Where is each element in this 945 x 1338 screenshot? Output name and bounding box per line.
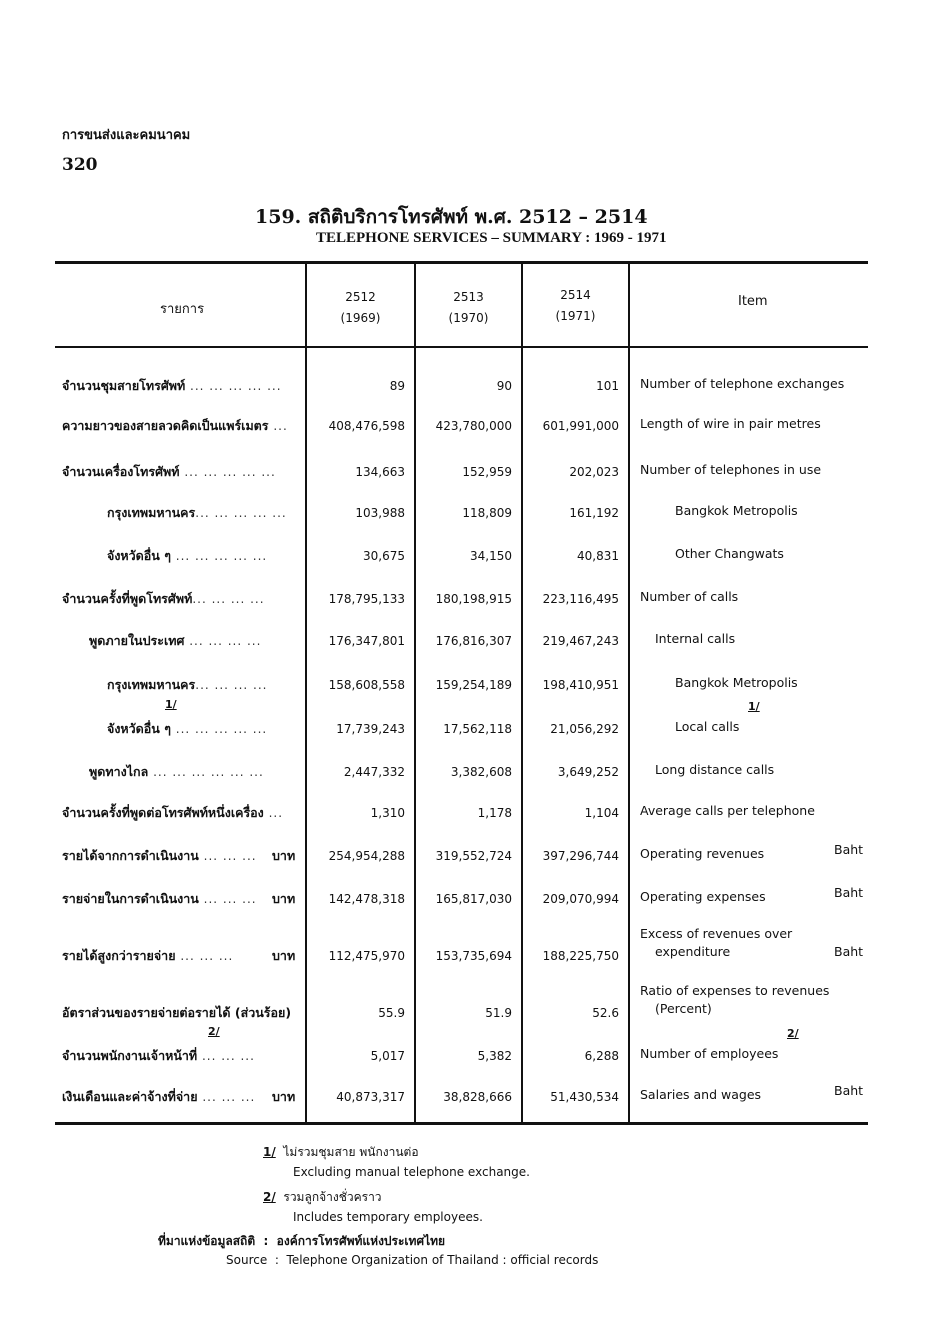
row-label-thai: รายได้จากการดำเนินงาน (62, 848, 199, 863)
value-cell: 254,954,288 (328, 849, 405, 863)
value-cell: 159,254,189 (435, 678, 512, 692)
value-cell: 3,649,252 (557, 765, 619, 779)
source-thai: ที่มาแห่งข้อมูลสถิติ : องค์การโทรศัพท์แห่งประเทศไทย (158, 1234, 446, 1248)
value-cell: 601,991,000 (542, 419, 619, 433)
row-label (62, 1087, 255, 1107)
row-label (107, 675, 267, 695)
dot-leader: ... ... ... ... ... (170, 722, 268, 736)
row-label-english: Number of telephone exchanges (640, 376, 845, 391)
row-label (89, 631, 261, 651)
value-cell: 55.9 (378, 1006, 405, 1020)
row-label-english: Bangkok Metropolis (675, 503, 798, 518)
row-label (62, 416, 288, 436)
year-be: 2514 (560, 288, 591, 302)
row-label-english: Local calls (675, 719, 740, 734)
value-cell: 103,988 (355, 506, 405, 520)
row-label-thai: พูดทางไกล (89, 764, 149, 779)
value-cell: 5,017 (370, 1049, 405, 1063)
source-text-english: Telephone Organization of Thailand : official records (286, 1253, 599, 1267)
footnote-thai: ไม่รวมชุมสาย พนักงานต่อ (283, 1145, 419, 1159)
table-bottom-rule (55, 1122, 868, 1125)
footnote-mark: 2/ (263, 1190, 276, 1204)
value-cell: 134,663 (355, 465, 405, 479)
table-title-english: TELEPHONE SERVICES – SUMMARY : 1969 - 1971 (316, 230, 667, 246)
table-title-thai: 159. สถิติบริการโทรศัพท์ พ.ศ. 2512 – 2514 (255, 206, 648, 228)
header-rule (55, 346, 868, 348)
value-cell: 223,116,495 (542, 592, 619, 606)
year-be: 2513 (453, 290, 484, 304)
value-cell: 2,447,332 (343, 765, 405, 779)
value-cell: 40,873,317 (336, 1090, 405, 1104)
row-label (62, 1003, 291, 1023)
unit-english: Baht (834, 842, 864, 857)
row-label-thai: รายจ่ายในการดำเนินงาน (62, 891, 199, 906)
unit-thai: บาท (272, 891, 296, 906)
row-label-english: Excess of revenues over (640, 926, 793, 941)
footnote-reference: 2/ (208, 1025, 220, 1038)
value-cell: 161,192 (569, 506, 619, 520)
footnote-mark: 1/ (263, 1145, 276, 1159)
row-label (89, 762, 264, 782)
row-label-english: Other Changwats (675, 546, 784, 561)
source-text-thai: องค์การโทรศัพท์แห่งประเทศไทย (276, 1234, 446, 1248)
value-cell: 209,070,994 (542, 892, 619, 906)
value-cell: 153,735,694 (435, 949, 512, 963)
footnote-reference: 1/ (165, 698, 177, 711)
footnote-reference: 1/ (748, 700, 760, 713)
row-label-english-line2: (Percent) (655, 1001, 712, 1016)
footnote-2 (263, 1188, 382, 1207)
value-cell: 1,178 (477, 806, 512, 820)
year-be: 2512 (345, 290, 376, 304)
dot-leader: ... ... ... ... (195, 678, 268, 692)
footnote-thai: รวมลูกจ้างชั่วคราว (283, 1190, 382, 1204)
unit-english: Baht (834, 944, 864, 959)
section-title: การขนส่งและคมนาคม (62, 128, 191, 143)
value-cell: 17,562,118 (443, 722, 512, 736)
row-label (107, 503, 287, 523)
value-cell: 176,347,801 (328, 634, 405, 648)
value-cell: 142,478,318 (328, 892, 405, 906)
row-label-thai: พูดภายในประเทศ (89, 633, 185, 648)
row-label-thai: จังหวัดอื่น ๆ (107, 548, 171, 563)
value-cell: 423,780,000 (435, 419, 512, 433)
dot-leader: ... ... ... ... ... ... (148, 765, 264, 779)
footnote-1-english: Excluding manual telephone exchange. (293, 1165, 530, 1179)
dot-leader: ... (263, 806, 284, 820)
column-header-year (416, 287, 521, 329)
column-header-item: Item (738, 294, 768, 309)
dot-leader: ... ... ... ... ... (185, 379, 282, 393)
row-label (107, 719, 267, 739)
dot-leader: ... ... ... (197, 1049, 255, 1063)
column-header-year (307, 287, 414, 329)
row-label-thai: ความยาวของสายลวดคิดเป็นแพร์เมตร (62, 418, 269, 433)
column-header-thai: รายการ (160, 302, 205, 317)
row-label-english: Salaries and wages (640, 1087, 762, 1102)
dot-leader: ... ... ... ... ... (195, 506, 287, 520)
value-cell: 176,816,307 (435, 634, 512, 648)
value-cell: 90 (496, 379, 512, 393)
row-label-thai: จำนวนชุมสายโทรศัพท์ (62, 378, 186, 393)
row-label (62, 462, 276, 482)
value-cell: 3,382,608 (450, 765, 512, 779)
value-cell: 17,739,243 (336, 722, 405, 736)
row-label-english: Average calls per telephone (640, 803, 815, 818)
unit-thai: บาท (272, 848, 296, 863)
row-label-english: Number of calls (640, 589, 739, 604)
row-label (62, 803, 283, 823)
unit-thai: บาท (272, 948, 296, 963)
value-cell: 6,288 (584, 1049, 619, 1063)
footnote-2-english: Includes temporary employees. (293, 1210, 483, 1224)
footnote-reference: 2/ (787, 1027, 799, 1040)
row-label-english: Long distance calls (655, 762, 775, 777)
value-cell: 397,296,744 (542, 849, 619, 863)
row-label-thai: จังหวัดอื่น ๆ (107, 721, 171, 736)
year-ad: (1969) (340, 311, 381, 325)
value-cell: 219,467,243 (542, 634, 619, 648)
row-label (62, 889, 257, 909)
year-ad: (1970) (448, 311, 489, 325)
row-label (62, 589, 265, 609)
column-header-year (523, 285, 628, 327)
row-label-english: Length of wire in pair metres (640, 416, 821, 431)
row-label (62, 1046, 255, 1066)
dot-leader: ... ... ... ... (184, 634, 262, 648)
value-cell: 112,475,970 (328, 949, 405, 963)
row-label-english: Ratio of expenses to revenues (640, 983, 830, 998)
row-label-thai: รายได้สูงกว่ารายจ่าย (62, 948, 176, 963)
value-cell: 30,675 (363, 549, 405, 563)
dot-leader: ... ... ... (198, 849, 257, 863)
row-label-thai: จำนวนพนักงานเจ้าหน้าที่ (62, 1048, 198, 1063)
source-label-english: Source (226, 1253, 268, 1267)
value-cell: 319,552,724 (435, 849, 512, 863)
source-label-thai: ที่มาแห่งข้อมูลสถิติ (158, 1234, 256, 1248)
value-cell: 152,959 (462, 465, 512, 479)
value-cell: 165,817,030 (435, 892, 512, 906)
dot-leader: ... ... ... ... (192, 592, 265, 606)
unit-english: Baht (834, 885, 864, 900)
page-number: 320 (62, 155, 98, 175)
row-label-english: Number of employees (640, 1046, 779, 1061)
row-label-english: Bangkok Metropolis (675, 675, 798, 690)
source-english: Source : Telephone Organization of Thailand : official records (226, 1253, 599, 1267)
value-cell: 178,795,133 (328, 592, 405, 606)
row-label (62, 946, 233, 966)
row-label-thai: อัตราส่วนของรายจ่ายต่อรายได้ (ส่วนร้อย) (62, 1005, 292, 1020)
value-cell: 118,809 (462, 506, 512, 520)
value-cell: 158,608,558 (328, 678, 405, 692)
dot-leader: ... ... ... ... ... (170, 549, 268, 563)
value-cell: 408,476,598 (328, 419, 405, 433)
value-cell: 89 (389, 379, 405, 393)
unit-thai: บาท (272, 1089, 296, 1104)
row-label-thai: กรุงเทพมหานคร (107, 505, 196, 520)
value-cell: 188,225,750 (542, 949, 619, 963)
value-cell: 40,831 (577, 549, 619, 563)
row-label (62, 376, 282, 396)
dot-leader: ... ... ... (175, 949, 234, 963)
column-divider (628, 263, 630, 1123)
value-cell: 5,382 (477, 1049, 512, 1063)
row-label (107, 546, 267, 566)
dot-leader: ... (268, 419, 288, 433)
row-label-english: Operating expenses (640, 889, 766, 904)
value-cell: 1,310 (370, 806, 405, 820)
value-cell: 198,410,951 (542, 678, 619, 692)
value-cell: 38,828,666 (443, 1090, 512, 1104)
row-label-english: Operating revenues (640, 846, 765, 861)
value-cell: 51.9 (485, 1006, 512, 1020)
year-ad: (1971) (555, 309, 596, 323)
footnote-1 (263, 1143, 419, 1162)
value-cell: 21,056,292 (550, 722, 619, 736)
row-label-thai: จำนวนครั้งที่พูดต่อโทรศัพท์หนึ่งเครื่อง (62, 805, 264, 820)
row-label-thai: เงินเดือนและค่าจ้างที่จ่าย (62, 1089, 198, 1104)
row-label (62, 846, 257, 866)
value-cell: 1,104 (584, 806, 619, 820)
table-top-rule (55, 261, 868, 264)
row-label-english: Number of telephones in use (640, 462, 822, 477)
row-label-thai: กรุงเทพมหานคร (107, 677, 196, 692)
row-label-english: Internal calls (655, 631, 736, 646)
dot-leader: ... ... ... (197, 1090, 256, 1104)
dot-leader: ... ... ... (198, 892, 257, 906)
value-cell: 51,430,534 (550, 1090, 619, 1104)
value-cell: 202,023 (569, 465, 619, 479)
value-cell: 34,150 (470, 549, 512, 563)
unit-english: Baht (834, 1083, 864, 1098)
row-label-thai: จำนวนครั้งที่พูดโทรศัพท์ (62, 591, 193, 606)
dot-leader: ... ... ... ... ... (179, 465, 276, 479)
value-cell: 52.6 (592, 1006, 619, 1020)
row-label-english-line2: expenditure (655, 944, 731, 959)
value-cell: 180,198,915 (435, 592, 512, 606)
row-label-thai: จำนวนเครื่องโทรศัพท์ (62, 464, 180, 479)
value-cell: 101 (596, 379, 619, 393)
